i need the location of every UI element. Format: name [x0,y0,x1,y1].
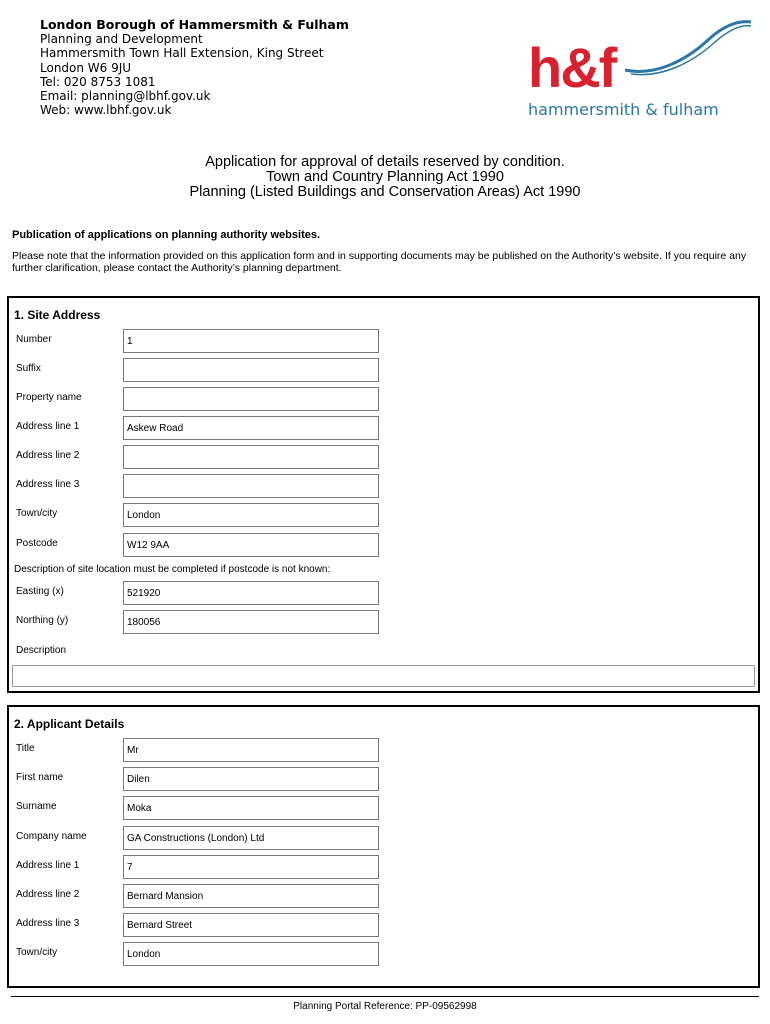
field-label: Number [16,334,52,345]
title-line: Planning (Listed Buildings and Conservation Areas) Act 1990 [189,184,581,200]
section-title: 2. Applicant Details [14,717,125,731]
publication-text: Please note that the information provided on this application form and in supporting documents may be published on the Authority’s website. If you require any further clarification, please contact the Authority’s planning department. [12,250,747,274]
address-line-2-field[interactable] [123,445,379,469]
first-name-field[interactable]: Dilen [123,767,379,791]
address-line-3-field[interactable] [123,474,379,498]
field-label: First name [16,772,64,783]
surname-field[interactable]: Moka [123,796,379,820]
title-line: Application for approval of details reserved by condition. [205,154,565,170]
field-label: Title [16,743,35,754]
field-label: Surname [16,801,57,812]
title-field[interactable]: Mr [123,738,379,762]
web-line: Web: www.lbhf.gov.uk [40,103,172,118]
address-line: Hammersmith Town Hall Extension, King Street [40,46,324,61]
field-label: Company name [16,831,87,842]
logo-mark: h&f [528,36,616,99]
field-label: Address line 1 [16,860,80,871]
swoosh-icon [623,18,753,78]
footer-divider [11,996,759,997]
field-label: Address line 2 [16,889,80,900]
address-line-1-field[interactable]: Askew Road [123,416,379,440]
town-city-field[interactable]: London [123,942,379,966]
site-address-section [7,296,760,693]
number-field[interactable]: 1 [123,329,379,353]
easting-field[interactable]: 521920 [123,581,379,605]
address-line-2-field[interactable]: Bernard Mansion [123,884,379,908]
property-name-field[interactable] [123,387,379,411]
council-name: London Borough of Hammersmith & Fulham [40,17,349,32]
section-title: 1. Site Address [14,308,101,322]
company-name-field[interactable]: GA Constructions (London) Ltd [123,826,379,850]
applicant-details-section [7,705,760,988]
title-line: Town and Country Planning Act 1990 [266,169,504,185]
description-field[interactable] [12,665,755,687]
suffix-field[interactable] [123,358,379,382]
address-line: Planning and Development [40,32,203,47]
form-title [0,155,770,200]
field-label: Easting (x) [16,586,64,597]
field-label: Town/city [16,508,58,519]
postcode-field[interactable]: W12 9AA [123,533,379,557]
northing-field[interactable]: 180056 [123,610,379,634]
field-label: Address line 3 [16,918,80,929]
field-label: Postcode [16,538,58,549]
address-line: London W6 9JU [40,60,132,75]
council-logo [528,18,753,123]
phone-line: Tel: 020 8753 1081 [40,74,156,89]
address-line-1-field[interactable]: 7 [123,855,379,879]
council-address-block [40,18,349,117]
field-label: Suffix [16,363,41,374]
town-city-field[interactable]: London [123,503,379,527]
publication-heading: Publication of applications on planning authority websites. [12,229,321,241]
email-line: Email: planning@lbhf.gov.uk [40,89,211,104]
field-label: Property name [16,392,82,403]
address-line-3-field[interactable]: Bernard Street [123,913,379,937]
field-label: Description [16,645,67,656]
location-note: Description of site location must be completed if postcode is not known: [14,564,331,575]
field-label: Town/city [16,947,58,958]
field-label: Northing (y) [16,615,69,626]
field-label: Address line 2 [16,450,80,461]
logo-text: hammersmith & fulham [528,100,719,119]
field-label: Address line 3 [16,479,80,490]
field-label: Address line 1 [16,421,80,432]
portal-reference: Planning Portal Reference: PP-09562998 [293,1001,477,1012]
